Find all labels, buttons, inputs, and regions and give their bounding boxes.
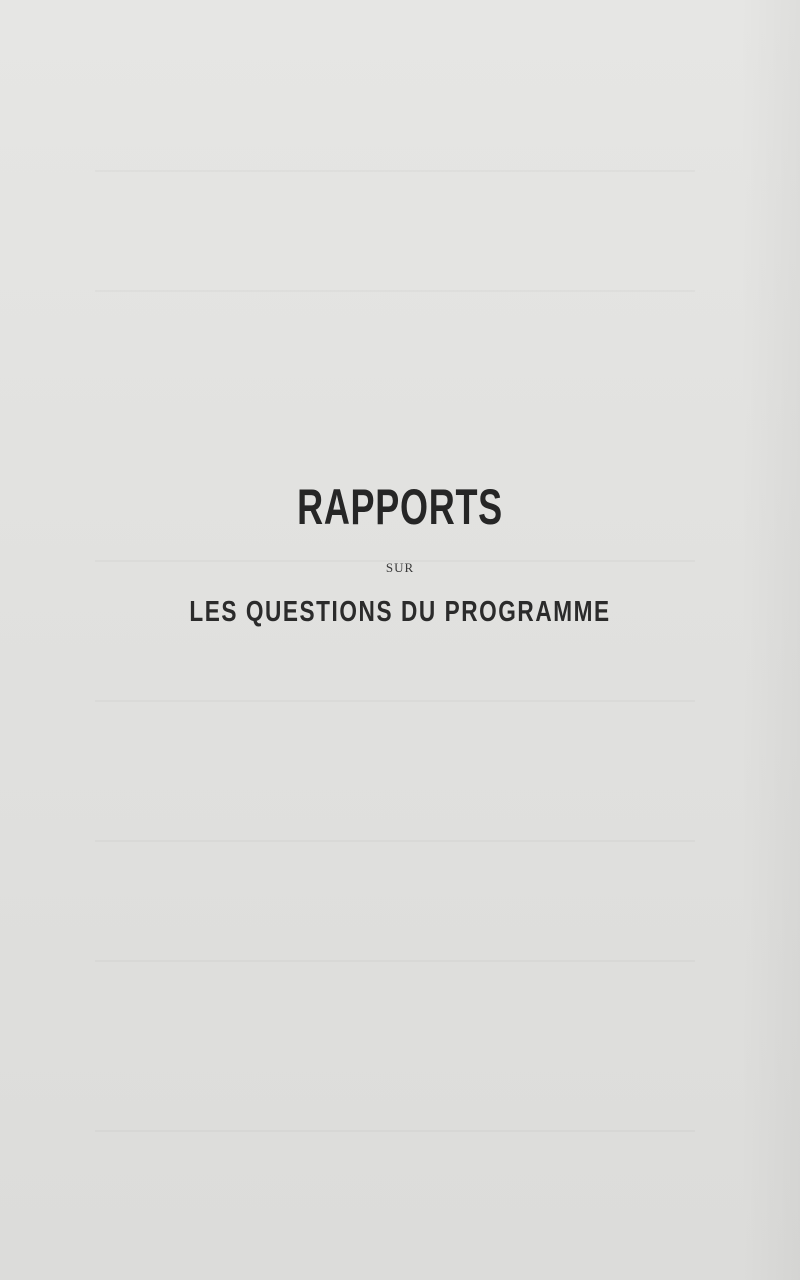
title-connector: SUR [385,560,415,575]
show-through-line [95,700,695,702]
show-through-line [95,840,695,842]
show-through-line [95,1130,695,1132]
page-title: RAPPORTS [297,479,503,535]
page-subtitle: LES QUESTIONS DU PROGRAMME [189,596,611,628]
show-through-line [95,170,695,172]
show-through-line [95,960,695,962]
show-through-line [95,290,695,292]
page-edge-shadow [740,0,800,1280]
